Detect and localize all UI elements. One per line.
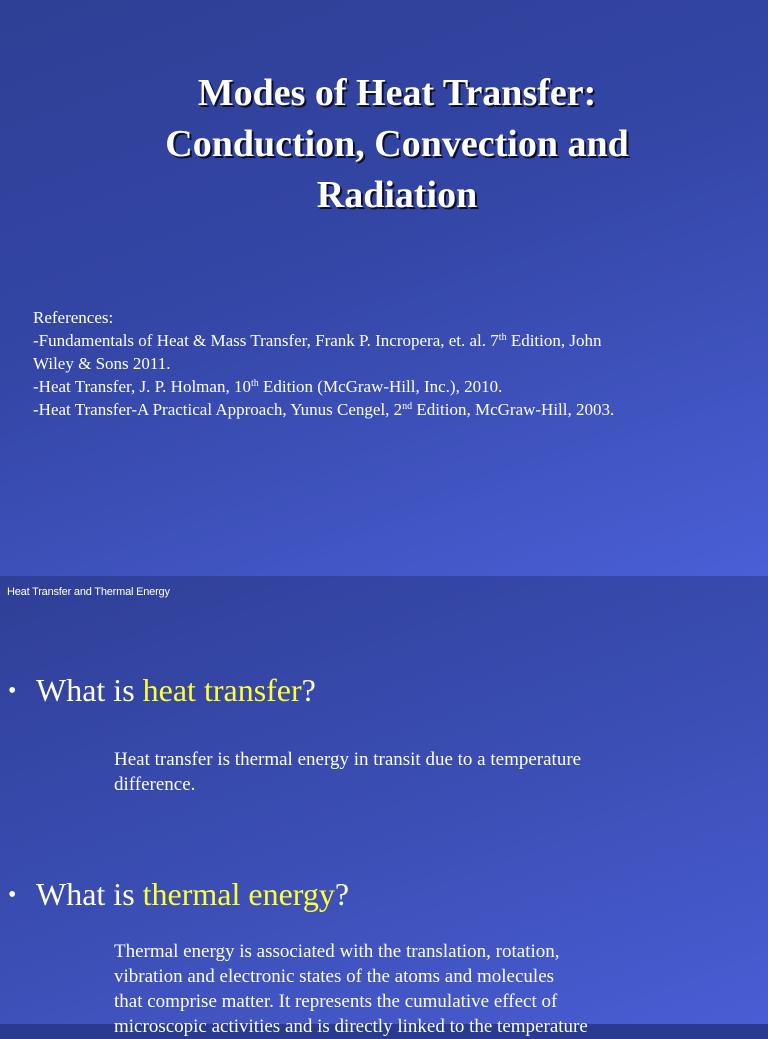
reference-1-sup: th [498,332,507,343]
reference-1-line-2: Wiley & Sons 2011. [33,354,171,373]
answer-2-line-1: Thermal energy is associated with the translation, rotation, [114,941,560,962]
slide-heat-transfer [0,576,768,1037]
reference-3-text: -Heat Transfer-A Practical Approach, Yunus Cengel, 2 [33,400,403,419]
answer-thermal-energy [114,939,674,1039]
reference-2-text: -Heat Transfer, J. P. Holman, 10 [33,377,251,396]
title-line-3: Radiation [316,174,478,216]
question-2-suffix: ? [334,876,350,912]
answer-2-line-2: vibration and electronic states of the atoms and molecules [114,966,555,987]
answer-1-line-1: Heat transfer is thermal energy in transit due to a temperature [114,749,582,770]
reference-1-text: -Fundamentals of Heat & Mass Transfer, Frank P. Incropera, et. al. 7 [33,331,499,350]
answer-1-line-2: difference. [114,774,196,795]
reference-1 [33,329,733,352]
question-heat-transfer [8,672,316,709]
slide-header-label: Heat Transfer and Thermal Energy [7,586,170,598]
reference-2-text-end: Edition (McGraw-Hill, Inc.), 2010. [258,377,503,396]
slide-title-heading [60,68,734,221]
reference-2-sup: th [250,378,259,389]
answer-2-line-4: microscopic activities and is directly linked to the temperature [114,1016,588,1037]
bullet-icon: • [8,678,17,704]
question-2-prefix: What is [36,876,143,912]
answer-heat-transfer [114,747,674,797]
title-line-1: Modes of Heat Transfer: [197,72,597,114]
reference-1-text-end: Edition, John [506,331,602,350]
answer-2-line-3: that comprise matter. It represents the cumulative effect of [114,991,558,1012]
question-1-suffix: ? [301,672,316,708]
references-heading: References: [33,308,114,327]
question-1-prefix: What is [36,672,143,708]
bullet-icon: • [8,882,17,908]
reference-2 [33,375,733,398]
references-block [33,306,733,421]
reference-3 [33,398,733,421]
reference-3-sup: nd [402,401,413,412]
title-line-2: Conduction, Convection and [165,123,629,165]
question-1-highlight: heat transfer [142,672,302,708]
question-thermal-energy [8,876,349,913]
question-2-highlight: thermal energy [142,876,335,912]
reference-3-text-end: Edition, McGraw-Hill, 2003. [412,400,615,419]
